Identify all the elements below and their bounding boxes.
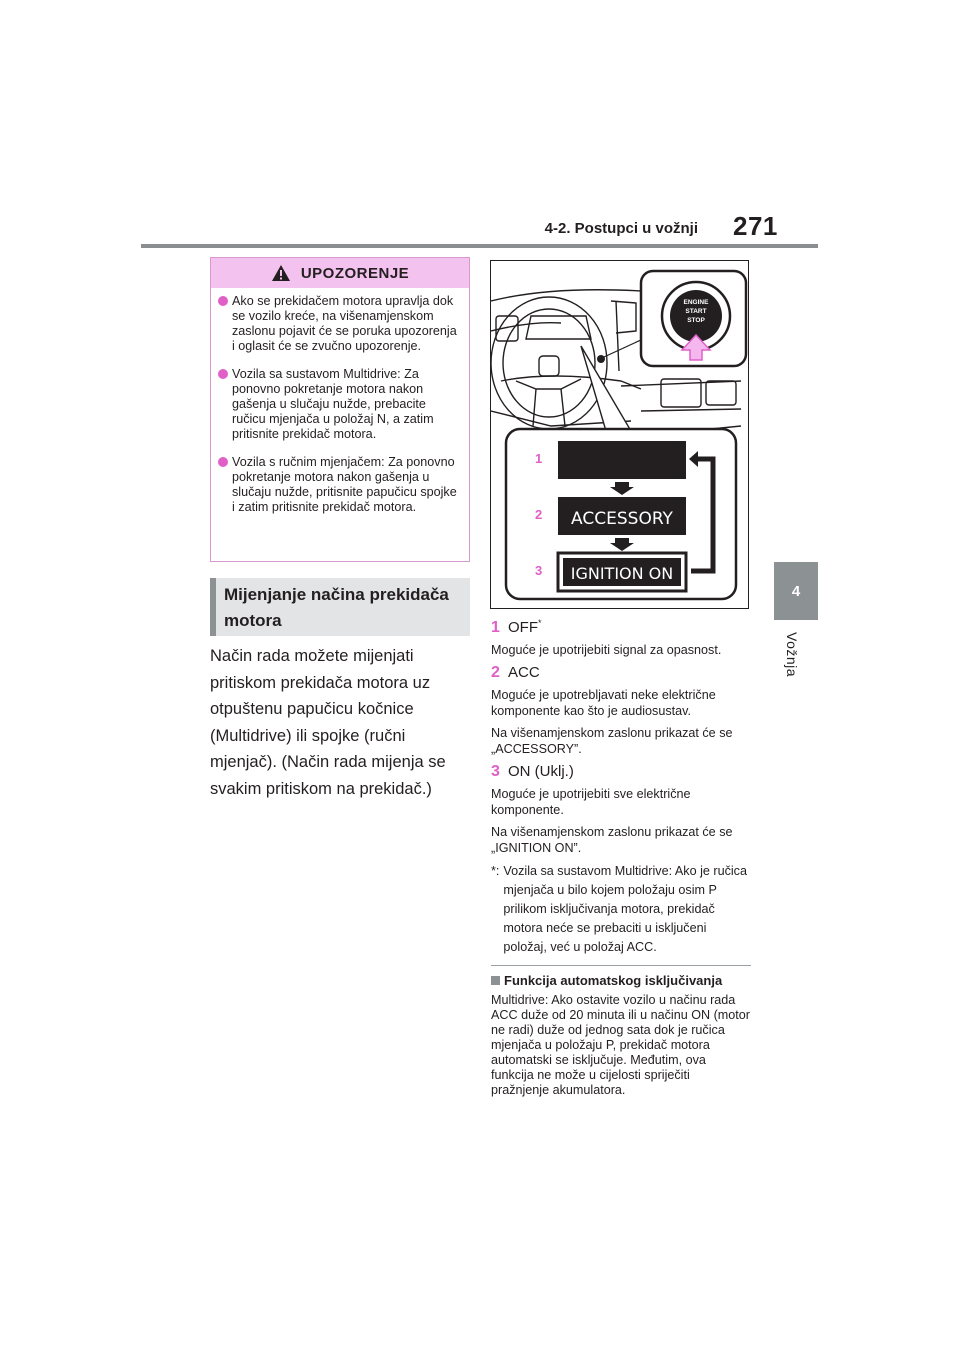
off-display bbox=[558, 441, 686, 479]
warning-header bbox=[211, 258, 469, 288]
step-label: ON (Uklj.) bbox=[508, 763, 574, 780]
step-item bbox=[491, 664, 753, 682]
step-item bbox=[491, 618, 753, 637]
warning-box bbox=[210, 257, 470, 562]
step-label: OFF* bbox=[508, 618, 542, 636]
mode-number: 3 bbox=[535, 563, 543, 578]
warning-title: UPOZORENJE bbox=[300, 264, 410, 282]
intro-paragraph: Način rada možete mijenjati pritiskom prekidača motora uz otpuštenu papučicu kočnice (Multidrive) ili spojke (ručni mjenjač). (Način rada mijenja se svakim pritiskom na prekidač.) bbox=[210, 647, 446, 798]
dashboard-illustration bbox=[491, 261, 749, 609]
mode-list bbox=[491, 618, 753, 957]
warning-item bbox=[218, 455, 461, 515]
footnote-text: Vozila sa sustavom Multidrive: Ako je ručica mjenjača u bilo kojem položaju osim P prilikom isključivanja motora, prekidač motora neće se prebaciti u isključeni položaj, već u položaj ACC. bbox=[503, 864, 747, 954]
ignition-display-text: IGNITION ON bbox=[570, 564, 674, 583]
warning-item bbox=[218, 294, 461, 354]
page-number: 271 bbox=[733, 211, 778, 241]
accessory-display-text: ACCESSORY bbox=[571, 509, 673, 529]
step-note: Na višenamjenskom zaslonu prikazat će se „ACCESSORY”. bbox=[491, 726, 733, 756]
square-bullet-icon bbox=[491, 976, 500, 985]
bullet-icon bbox=[218, 296, 228, 306]
warning-item-text: Ako se prekidačem motora upravlja dok se vozilo kreće, na višenamjenskom zaslonu pojavit će se poruka upozorenja i oglasit će se zvučno upozorenje. bbox=[232, 294, 457, 353]
step-number: 2 bbox=[491, 664, 500, 681]
button-label-line: ENGINE bbox=[683, 299, 709, 306]
warning-item-text: Vozila sa sustavom Multidrive: Za ponovno pokretanje motora nakon gašenja u slučaju nužde, prebacite ručicu mjenjača u položaj N, a zatim pritisnite prekidač motora. bbox=[232, 367, 434, 441]
auto-off-title: Funkcija automatskog isključivanja bbox=[504, 973, 723, 988]
auto-off-heading bbox=[491, 973, 751, 988]
warning-item bbox=[218, 367, 461, 442]
bullet-icon bbox=[218, 369, 228, 379]
step-note: Moguće je upotrijebiti signal za opasnost. bbox=[491, 643, 722, 657]
chapter-label: Vožnja bbox=[784, 632, 800, 678]
step-number: 1 bbox=[491, 619, 500, 636]
step-label: ACC bbox=[508, 664, 540, 681]
step-item bbox=[491, 763, 753, 781]
engine-switch-figure bbox=[490, 260, 749, 609]
footnote-mark: *: bbox=[491, 864, 500, 878]
footnote bbox=[491, 862, 753, 957]
mode-number: 1 bbox=[535, 451, 543, 466]
step-note: Moguće je upotrijebiti sve električne komponente. bbox=[491, 787, 691, 817]
footnote-marker: * bbox=[538, 618, 542, 628]
section-heading: Mijenjanje načina prekidača motora bbox=[210, 578, 470, 636]
auto-off-text: Multidrive: Ako ostavite vozilo u načinu rada ACC duže od 20 minuta ili u načinu ON (motor ne radi) duže od jednog sata dok je ručica mjenjača u položaju P, prekidač motora automatski se isključuje. Međutim, ova funkcija ne može u cijelosti spriječiti pražnjenje akumulatora. bbox=[491, 993, 750, 1097]
section-title: 4-2. Postupci u vožnji bbox=[544, 220, 698, 237]
mode-number: 2 bbox=[535, 507, 543, 522]
bullet-icon bbox=[218, 457, 228, 467]
button-label-line: START bbox=[685, 308, 707, 315]
step-note: Na višenamjenskom zaslonu prikazat će se „IGNITION ON”. bbox=[491, 825, 733, 855]
warning-item-text: Vozila s ručnim mjenjačem: Za ponovno pokretanje motora nakon gašenja u slučaju nužde, pritisnite papučicu spojke i zatim pritisnite prekidač motora. bbox=[232, 455, 457, 514]
warning-triangle-icon bbox=[271, 264, 291, 282]
button-label-line: STOP bbox=[687, 317, 705, 324]
auto-off-section bbox=[491, 965, 751, 1098]
warning-body bbox=[211, 288, 469, 515]
divider bbox=[491, 965, 751, 966]
step-number: 3 bbox=[491, 763, 500, 780]
header-rule bbox=[141, 244, 818, 248]
step-note: Moguće je upotrebljavati neke električne komponente kao što je audiosustav. bbox=[491, 688, 716, 718]
chapter-tab: 4 bbox=[774, 562, 818, 620]
